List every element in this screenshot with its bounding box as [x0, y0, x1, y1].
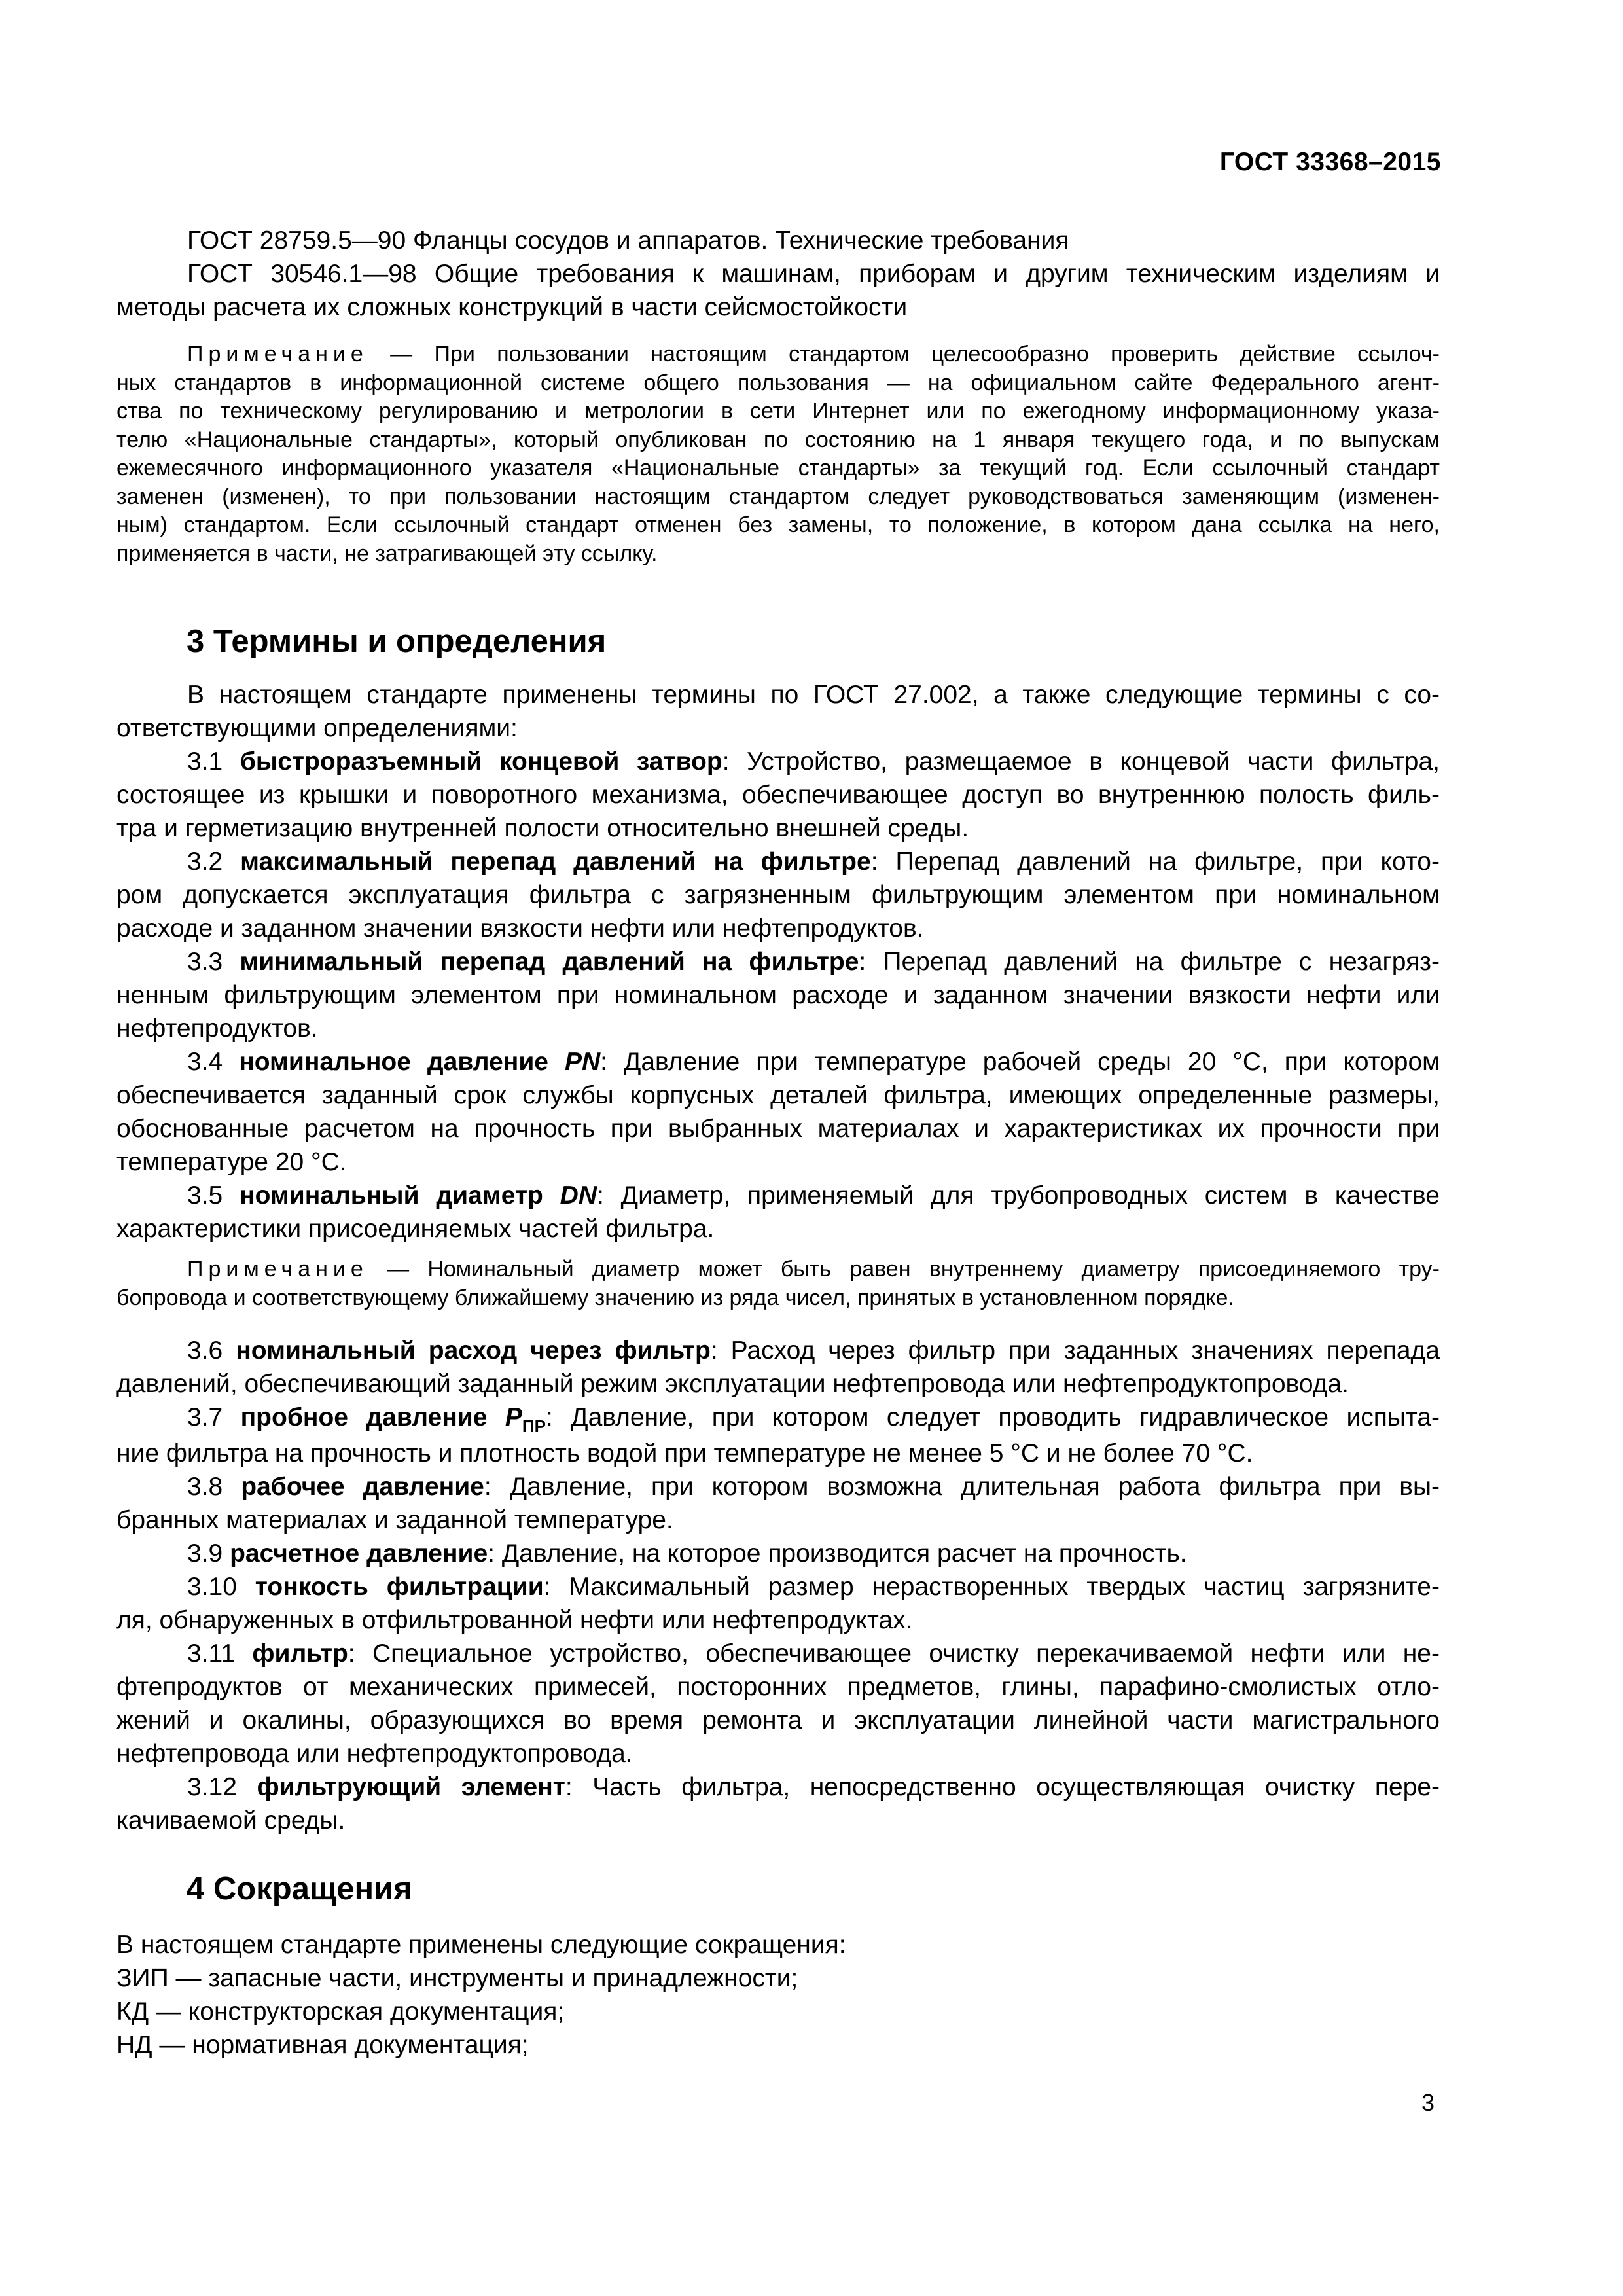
term-line: качиваемой среды. — [116, 1806, 346, 1835]
term-line: состоящее из крышки и поворотного механизма, обеспечивающее доступ во внутреннюю полость филь- — [116, 781, 1440, 809]
term-line: обеспечивается заданный срок службы корпусных деталей фильтра, имеющих определенные размеры, — [116, 1081, 1440, 1109]
note-line: применяется в части, не затрагивающей эту ссылку. — [116, 541, 658, 566]
paragraph-line: В настоящем стандарте применены термины по ГОСТ 27.002, а также следующие термины с со- — [187, 681, 1440, 709]
term-line: нефтепровода или нефтепродуктопровода. — [116, 1740, 633, 1768]
term-3-12: 3.12 фильтрующий элемент: Часть фильтра, непосредственно осуществляющая очистку пере- — [187, 1773, 1440, 1801]
note-line: бопровода и соответствующему ближайшему значению из ряда чисел, принятых в установленном порядке. — [116, 1285, 1234, 1310]
term-line: обоснованные расчетом на прочность при выбранных материалах и характеристиках их прочности при — [116, 1115, 1440, 1143]
note-block — [116, 340, 1440, 568]
abbreviation-intro: В настоящем стандарте применены следующие сокращения: — [116, 1931, 846, 1959]
term-line: нефтепродуктов. — [116, 1014, 318, 1043]
term-line: жений и окалины, образующихся во время ремонта и эксплуатации линейной части магистрального — [116, 1706, 1440, 1734]
term-line: тра и герметизацию внутренней полости относительно внешней среды. — [116, 814, 969, 842]
section-3-body — [116, 678, 1440, 1246]
document-header: ГОСТ 33368–2015 — [1219, 148, 1441, 176]
term-line: расходе и заданном значении вязкости нефти или нефтепродуктов. — [116, 914, 924, 942]
term-3-5: 3.5 номинальный диаметр DN: Диаметр, применяемый для трубопроводных систем в качестве — [187, 1181, 1440, 1210]
note-line: телю «Национальные стандарты», который опубликован по состоянию на 1 января текущего года, и по выпускам — [116, 427, 1440, 452]
reference-item: ГОСТ 30546.1—98 Общие требования к машинам, приборам и другим техническим изделиям и — [187, 260, 1440, 288]
note-line: ежемесячного информационного указателя «Национальные стандарты» за текущий год. Если ссылочный стандарт — [116, 456, 1440, 480]
term-3-3: 3.3 минимальный перепад давлений на фильтре: Перепад давлений на фильтре с незагряз- — [187, 948, 1440, 976]
term-line: ние фильтра на прочность и плотность водой при температуре не менее 5 °С и не более 70 °С. — [116, 1439, 1253, 1467]
term-3-6: 3.6 номинальный расход через фильтр: Расход через фильтр при заданных значениях перепада — [187, 1336, 1440, 1365]
abbreviation-item: КД — конструкторская документация; — [116, 1998, 565, 2026]
paragraph-line: ответствующими определениями: — [116, 714, 518, 742]
term-line: ром допускается эксплуатация фильтра с загрязненным фильтрующим элементом при номинальном — [116, 881, 1440, 909]
term-3-7: 3.7 пробное давление $P_{ПР}$: Давление, при котором следует проводить гидравлическое испыта- — [187, 1403, 1440, 1436]
term-3-1: 3.1 быстроразъемный концевой затвор: Устройство, размещаемое в концевой части фильтра, — [187, 747, 1440, 776]
term-line: температуре 20 °С. — [116, 1148, 347, 1176]
term-3-10: 3.10 тонкость фильтрации: Максимальный размер нерастворенных твердых частиц загрязните- — [187, 1573, 1440, 1601]
section-4-body — [116, 1928, 1440, 2062]
term-3-11: 3.11 фильтр: Специальное устройство, обеспечивающее очистку перекачиваемой нефти или не- — [187, 1640, 1440, 1668]
note-line: Примечание — Номинальный диаметр может быть равен внутреннему диаметру присоединяемого тру- — [187, 1257, 1440, 1282]
note-line: ных стандартов в информационной системе общего пользования — на официальном сайте Федерального агент- — [116, 370, 1440, 395]
section-3-heading: 3 Термины и определения — [187, 624, 607, 659]
term-3-8: 3.8 рабочее давление: Давление, при котором возможна длительная работа фильтра при вы- — [187, 1473, 1440, 1501]
term-line: фтепродуктов от механических примесей, посторонних предметов, глины, парафино-смолистых отло- — [116, 1673, 1440, 1701]
note-line: Примечание — При пользовании настоящим стандартом целесообразно проверить действие ссылоч- — [187, 342, 1440, 367]
term-3-4: 3.4 номинальное давление PN: Давление при температуре рабочей среды 20 °С, при котором — [187, 1048, 1440, 1076]
section-4-heading: 4 Сокращения — [187, 1871, 412, 1907]
term-line: бранных материалах и заданной температуре. — [116, 1506, 673, 1534]
note-line: ным) стандартом. Если ссылочный стандарт отменен без замены, то положение, в котором дана ссылка на него, — [116, 512, 1440, 537]
note-label: Примечание — [187, 1257, 368, 1282]
note-block — [116, 1255, 1440, 1312]
note-line: ства по техническому регулированию и метрологии в сети Интернет или по ежегодному информационному указа- — [116, 399, 1440, 423]
term-line: характеристики присоединяемых частей фильтра. — [116, 1215, 715, 1243]
note-label: Примечание — [187, 342, 368, 367]
page-number: 3 — [1421, 2089, 1435, 2116]
abbreviation-item: НД — нормативная документация; — [116, 2031, 529, 2059]
term-line: ля, обнаруженных в отфильтрованной нефти или нефтепродуктах. — [116, 1606, 913, 1634]
references-block — [116, 224, 1440, 324]
reference-item-continuation: методы расчета их сложных конструкций в части сейсмостойкости — [116, 293, 908, 321]
term-3-2: 3.2 максимальный перепад давлений на фильтре: Перепад давлений на фильтре, при кото- — [187, 848, 1440, 876]
term-line: ненным фильтрующим элементом при номинальном расходе и заданном значении вязкости нефти или — [116, 981, 1440, 1009]
section-3-body-continued — [116, 1334, 1440, 1837]
note-line: заменен (изменен), то при пользовании настоящим стандартом следует руководствоваться заменяющим (изменен- — [116, 484, 1440, 509]
abbreviation-item: ЗИП — запасные части, инструменты и принадлежности; — [116, 1964, 798, 1992]
reference-item: ГОСТ 28759.5—90 Фланцы сосудов и аппаратов. Технические требования — [187, 226, 1069, 255]
term-line: давлений, обеспечивающий заданный режим эксплуатации нефтепровода или нефтепродуктопровода. — [116, 1370, 1349, 1398]
term-3-9: 3.9 расчетное давление: Давление, на которое производится расчет на прочность. — [187, 1539, 1187, 1568]
